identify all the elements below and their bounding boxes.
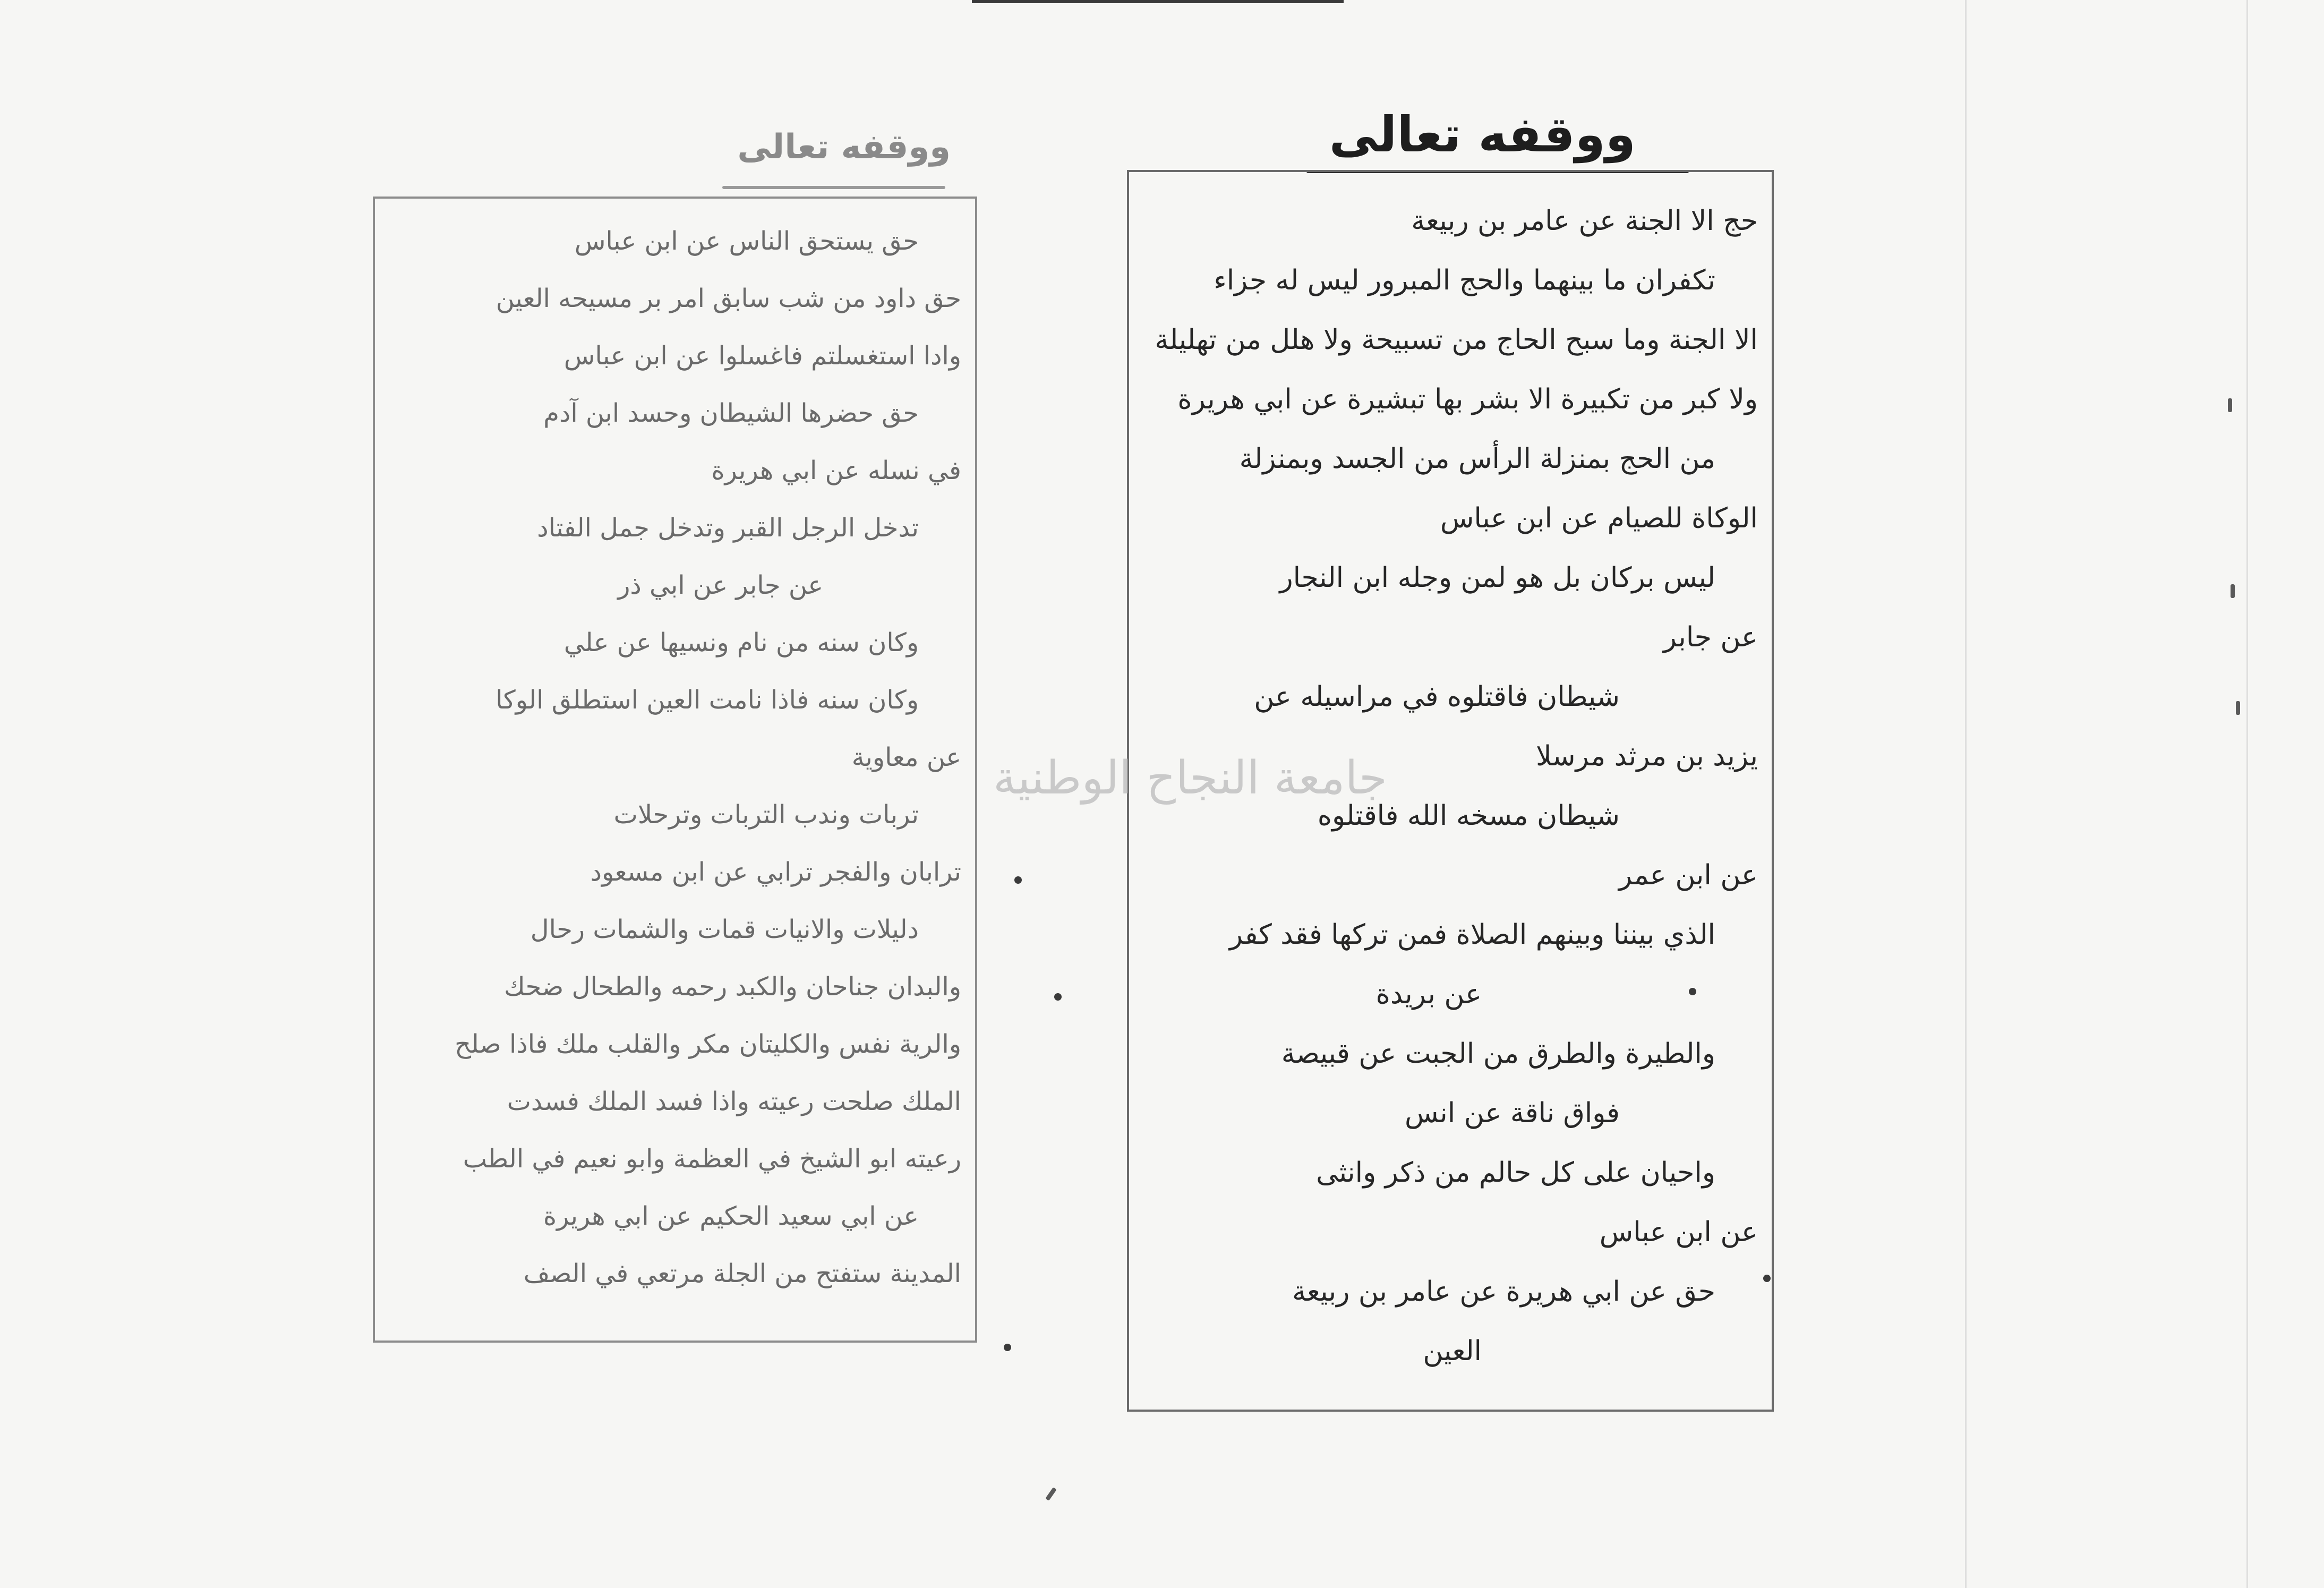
scan-speck [1689, 988, 1696, 995]
text-line: من الحج بمنزلة الرأس من الجسد وبمنزلة [1239, 443, 1715, 475]
text-line: وكان سنه من نام ونسيها عن علي [563, 628, 919, 658]
text-line: حق عن ابي هريرة عن عامر بن ربيعة [1292, 1276, 1715, 1308]
text-line: تدخل الرجل القبر وتدخل جمل الفتاد [537, 513, 919, 543]
text-line: عن معاوية [851, 742, 961, 772]
text-line: فواق ناقة عن انس [1405, 1097, 1620, 1129]
text-line: عن جابر [1663, 621, 1758, 653]
text-line: ترابان والفجر ترابي عن ابن مسعود [590, 857, 961, 887]
text-line: الملك صلحت رعيته واذا فسد الملك فسدت [507, 1087, 961, 1116]
left-leaf-heading: ووقفه تعالى [737, 127, 951, 167]
scan-speck [1004, 1344, 1011, 1351]
right-leaf-heading: ووقفه تعالى [1329, 106, 1636, 163]
text-line: ليس بركان بل هو لمن وجله ابن النجار [1279, 562, 1715, 594]
text-line: والبدان جناحان والكبد رحمه والطحال ضحك [504, 972, 961, 1002]
text-line: الذي بيننا وبينهم الصلاة فمن تركها فقد كفر [1229, 919, 1715, 951]
text-line: شيطان فاقتلوه في مراسيله عن [1254, 681, 1620, 713]
left-leaf [366, 127, 977, 1402]
text-line: وكان سنه فاذا نامت العين استطلق الوكا [495, 685, 919, 715]
fold-line [1965, 0, 1967, 1588]
text-line: والطيرة والطرق من الجبت عن قبيصة [1281, 1038, 1715, 1070]
text-line: واحيان على كل حالم من ذكر وانثى [1316, 1157, 1715, 1189]
text-line: وادا استغسلتم فاغسلوا عن ابن عباس [563, 341, 961, 371]
text-line: الوكاة للصيام عن ابن عباس [1440, 502, 1758, 534]
text-line: عن ابن عباس [1599, 1216, 1758, 1248]
scan-speck [2236, 701, 2240, 715]
scan-speck [1045, 1487, 1056, 1501]
heading-underline [722, 186, 945, 189]
text-line: ولا كبر من تكبيرة الا بشر بها تبشيرة عن ابي هريرة [1177, 383, 1758, 415]
text-line: حق داود من شب سابق امر بر مسيحه العين [495, 284, 961, 313]
text-line: يزيد بن مرثد مرسلا [1535, 740, 1758, 772]
scan-speck [1763, 1275, 1771, 1282]
text-line: حج الا الجنة عن عامر بن ربيعة [1411, 205, 1758, 237]
text-line: عن ابي سعيد الحكيم عن ابي هريرة [543, 1201, 919, 1231]
text-line: حق يستحق الناس عن ابن عباس [574, 226, 919, 256]
text-line: عن جابر عن ابي ذر [618, 570, 823, 600]
text-line: دليلات والانيات قمات والشمات رحال [530, 915, 919, 944]
text-line: الا الجنة وما سبح الحاج من تسبيحة ولا هلل من تهليلة [1155, 324, 1758, 356]
page-top-edge [972, 0, 1344, 11]
scan-speck [1014, 876, 1022, 884]
text-line: رعيته ابو الشيخ في العظمة وابو نعيم في الطب [463, 1144, 961, 1174]
text-line: العين [1423, 1335, 1482, 1367]
watermark-text: جامعة النجاح الوطنية [993, 752, 1387, 805]
text-line: المدينة ستفتح من الجلة مرتعي في الصف [523, 1259, 961, 1288]
text-line: في نسله عن ابي هريرة [711, 456, 961, 485]
text-line: عن بريدة [1375, 978, 1482, 1010]
text-line: والرية نفس والكليتان مكر والقلب ملك فاذا صلح [455, 1029, 961, 1059]
scan-speck [2231, 584, 2235, 598]
text-line: حق حضرها الشيطان وحسد ابن آدم [543, 398, 919, 428]
text-line: تكفران ما بينهما والحج المبرور ليس له جزاء [1214, 264, 1715, 296]
text-line: تربات وندب التربات وترحلات [613, 800, 919, 830]
fold-line [2246, 0, 2248, 1588]
text-line: عن ابن عمر [1619, 859, 1758, 891]
left-leaf-text [382, 212, 961, 1302]
scan-speck [2228, 398, 2232, 412]
scan-speck [1054, 993, 1062, 1001]
text-line: شيطان مسخه الله فاقتلوه [1317, 800, 1620, 832]
